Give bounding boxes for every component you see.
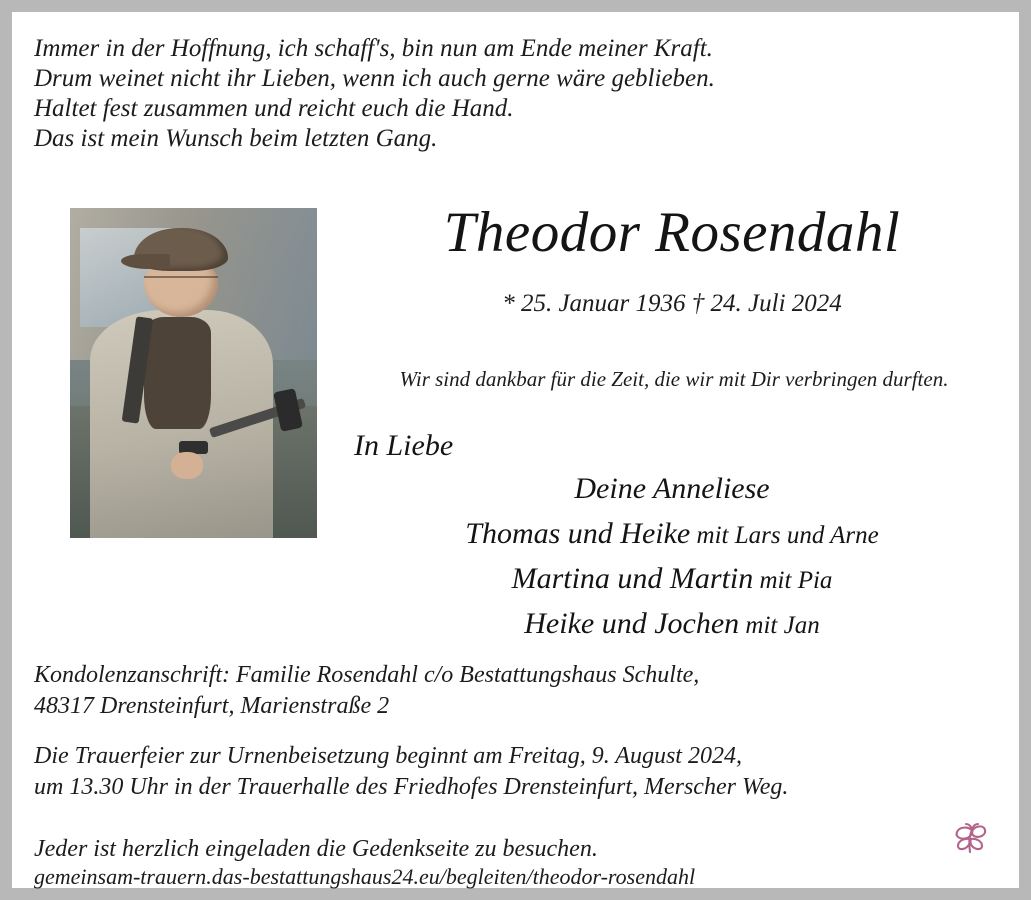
funeral-service-line-2: um 13.30 Uhr in der Trauerhalle des Friedhofes Drensteinfurt, Merscher Weg. <box>34 774 789 800</box>
condolence-address-line-1: Kondolenzanschrift: Familie Rosendahl c/o Bestattungshaus Schulte, <box>34 662 700 688</box>
family-line-1 <box>342 467 1002 512</box>
deceased-dates: * 25. Januar 1936 † 24. Juli 2024 <box>502 290 842 317</box>
family-line-4-main: Heike und Jochen <box>524 607 740 640</box>
figure-vest <box>144 317 211 429</box>
portrait-photo <box>70 208 317 538</box>
figure-glasses <box>144 276 218 291</box>
gratitude-text: Wir sind dankbar für die Zeit, die wir mit Dir verbringen durften. <box>399 367 949 391</box>
funeral-service-block <box>34 741 788 803</box>
figure-hand <box>171 452 203 478</box>
poem-line-1: Immer in der Hoffnung, ich schaff's, bin nun am Ende meiner Kraft. <box>34 35 713 62</box>
family-line-2-suffix: mit Lars und Arne <box>690 522 879 549</box>
funeral-service-line-1: Die Trauerfeier zur Urnenbeisetzung beginnt am Freitag, 9. August 2024, <box>34 743 742 769</box>
memorial-page-url[interactable]: gemeinsam-trauern.das-bestattungshaus24.eu/begleiten/theodor-rosendahl <box>34 864 696 889</box>
family-line-2 <box>342 512 1002 557</box>
family-line-1-main: Deine Anneliese <box>574 472 770 505</box>
family-line-4 <box>342 602 1002 647</box>
deceased-name: Theodor Rosendahl <box>443 201 901 264</box>
family-block <box>342 424 1002 647</box>
poem-block <box>34 34 834 154</box>
invitation-text: Jeder ist herzlich eingeladen die Gedenkseite zu besuchen. <box>34 836 598 862</box>
family-line-3-main: Martina und Martin <box>511 562 754 595</box>
family-intro: In Liebe <box>354 429 454 462</box>
poem-line-4: Das ist mein Wunsch beim letzten Gang. <box>34 125 438 152</box>
family-line-3-suffix: mit Pia <box>753 567 833 594</box>
condolence-address-block <box>34 660 699 722</box>
poem-line-2: Drum weinet nicht ihr Lieben, wenn ich auch gerne wäre geblieben. <box>34 65 715 92</box>
family-line-3 <box>342 557 1002 602</box>
condolence-address-line-2: 48317 Drensteinfurt, Marienstraße 2 <box>34 693 390 719</box>
invitation-block <box>34 834 598 865</box>
butterfly-icon <box>945 818 993 866</box>
family-line-4-suffix: mit Jan <box>739 612 820 639</box>
family-line-2-main: Thomas und Heike <box>465 517 691 550</box>
obituary-card <box>12 12 1019 888</box>
poem-line-3: Haltet fest zusammen und reicht euch die Hand. <box>34 95 514 122</box>
